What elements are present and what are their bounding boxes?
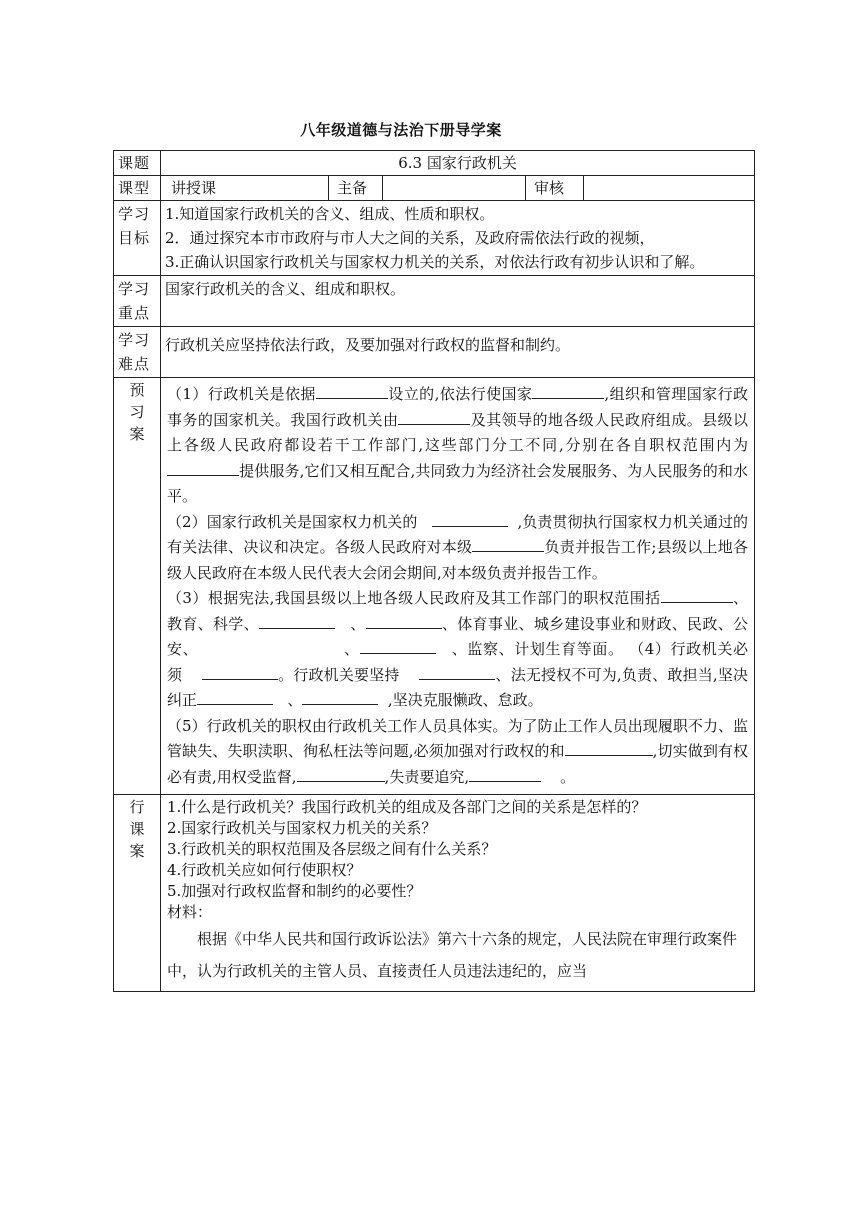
preview-paragraph-5: （5）行政机关的职权由行政机关工作人员具体实。为了防止工作人员出现履职不力、监管缺失、失职渎职、徇私枉法等问题,必须加强对行政权的和 ,切实做到有权必有责,用权受监督, ,失责要追究, 。 xyxy=(167,716,749,786)
preview-label-char: 习 xyxy=(129,403,145,421)
lesson-row xyxy=(114,795,755,992)
prep-value xyxy=(383,176,526,201)
preview-paragraph-3: （3）根据宪法,我国县级以上地各级人民政府及其工作部门的职权范围括 、教育、科学、 、 、体育事业、城乡建设事业和财政、民政、公安、 、 、监察、计划生育等面。 （4）行政机关必须 。行政机关要坚持 、法无授权不可为,负责、敢担当,坚决纠正 、 ,坚决克服懒政、怠政。 xyxy=(167,586,748,714)
goals-row xyxy=(114,201,755,276)
topic-label: 课题 xyxy=(114,151,161,176)
focus-label: 学习重点 xyxy=(114,276,161,327)
topic-row xyxy=(114,151,755,176)
lesson-question-5: 5.加强对行政权监督和制约的必要性？ xyxy=(167,882,422,900)
preview-label xyxy=(114,378,161,795)
goals-content xyxy=(161,201,755,276)
lesson-question-4: 4.行政机关应如何行使职权？ xyxy=(167,861,362,879)
goal-1: 1.知道国家行政机关的含义、组成、性质和职权。 xyxy=(165,205,495,223)
preview-label-char: 案 xyxy=(129,425,145,443)
goal-2: 2．通过探究本市市政府与市人大之间的关系，及政府需依法行政的视频， xyxy=(165,229,655,247)
preview-row xyxy=(114,378,755,795)
goals-label: 学习目标 xyxy=(114,201,161,276)
type-value: 讲授课 xyxy=(161,176,329,201)
lesson-label-char: 课 xyxy=(129,820,145,838)
lesson-question-1: 1.什么是行政机关？我国行政机关的组成及各部门之间的关系是怎样的？ xyxy=(167,798,647,816)
goal-3: 3.正确认识国家行政机关与国家权力机关的关系，对依法行政有初步认识和了解。 xyxy=(165,253,705,271)
lesson-question-2: 2.国家行政机关与国家权力机关的关系？ xyxy=(167,819,437,837)
lesson-label-char: 行 xyxy=(129,798,145,816)
review-value xyxy=(584,176,755,201)
preview-content xyxy=(161,378,755,795)
lesson-label-char: 案 xyxy=(129,842,145,860)
material-label: 材料： xyxy=(167,903,213,921)
preview-label-char: 预 xyxy=(129,381,145,399)
difficulty-row xyxy=(114,327,755,378)
focus-row xyxy=(114,276,755,327)
lesson-label xyxy=(114,795,161,992)
lesson-content xyxy=(161,795,755,992)
lesson-question-3: 3.行政机关的职权范围及各层级之间有什么关系？ xyxy=(167,840,497,858)
document-title: 八年级道德与法治下册导学案 xyxy=(300,121,502,139)
focus-content: 国家行政机关的含义、组成和职权。 xyxy=(161,276,755,327)
preview-paragraph-2: （2）国家行政机关是国家权力机关的 ,负责贯彻执行国家权力机关通过的有关法律、决议和决定。各级人民政府对本级 负责并报告工作;县级以上地各级人民政府在本级人民代表大会闭会期间,对本级负责并报告工作。 xyxy=(167,510,748,587)
type-row xyxy=(114,176,755,201)
material-text: 根据《中华人民共和国行政诉讼法》第六十六条的规定，人民法院在审理行政案件中，认为行政机关的主管人员、直接责任人员违法违纪的，应当 xyxy=(167,930,738,980)
prep-label: 主备 xyxy=(329,176,383,201)
type-label: 课型 xyxy=(114,176,161,201)
topic-value: 6.3 国家行政机关 xyxy=(161,151,755,176)
preview-paragraph-1: （1）行政机关是依据 设立的,依法行使国家 ,组织和管理国家行政事务的国家机关。我国行政机关由 及其领导的地各级人民政府组成。县级以上各级人民政府都设若干工作部门,这些部门分工不同,分别在各自职权范围内为提供服务,它们又相互配合,共同致力为经济社会发展服务、为人民服务的和水平。 xyxy=(167,382,748,510)
review-label: 审核 xyxy=(526,176,584,201)
difficulty-content: 行政机关应坚持依法行政，及要加强对行政权的监督和制约。 xyxy=(161,327,755,378)
difficulty-label: 学习难点 xyxy=(114,327,161,378)
study-guide-table xyxy=(113,150,755,992)
